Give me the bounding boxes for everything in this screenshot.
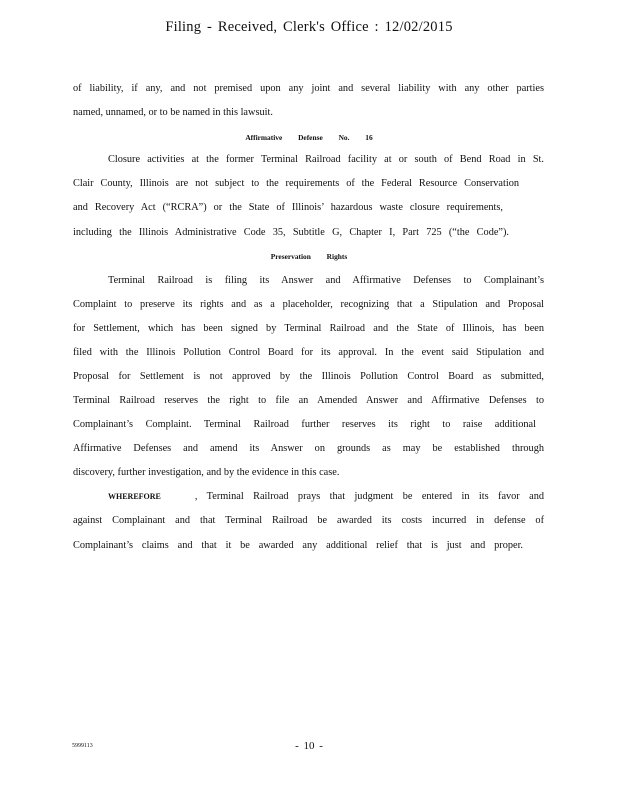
paragraph-3-line-9: discovery, further investigation, and by the evidence in this case. — [73, 467, 340, 478]
paragraph-4-line-1-rest: , Terminal Railroad prays that judgment be entered in its favor and — [194, 491, 544, 502]
paragraph-3-line-4: filed with the Illinois Pollution Control Board for its approval. In the event said Stipulation and — [73, 347, 544, 358]
paragraph-4-line-1 — [108, 492, 544, 502]
paragraph-2-line-4: including the Illinois Administrative Code 35, Subtitle G, Chapter I, Part 725 (“the Code”). — [73, 227, 509, 238]
paragraph-3-line-2: Complaint to preserve its rights and as a placeholder, recognizing that a Stipulation and Proposal — [73, 299, 544, 310]
paragraph-2-line-3: and Recovery Act (“RCRA”) or the State of Illinois’ hazardous waste closure requirements, — [73, 202, 503, 213]
paragraph-2-line-1: Closure activities at the former Terminal Railroad facility at or south of Bend Road in St. — [108, 154, 544, 165]
paragraph-3-line-6: Terminal Railroad reserves the right to file an Amended Answer and Affirmative Defenses to — [73, 395, 544, 406]
affirmative-defense-heading: Affirmative Defense No. 16 — [245, 133, 373, 142]
document-id: 5999113 — [72, 743, 93, 749]
wherefore-lead: WHEREFORE — [108, 492, 161, 501]
paragraph-3-line-1: Terminal Railroad is filing its Answer and Affirmative Defenses to Complainant’s — [108, 275, 544, 286]
paragraph-1-line-1: of liability, if any, and not premised upon any joint and several liability with any other parties — [73, 83, 544, 94]
paragraph-4-line-3: Complainant’s claims and that it be awarded any additional relief that is just and proper. — [73, 540, 523, 551]
paragraph-3-line-8: Affirmative Defenses and amend its Answer on grounds as may be established through — [73, 443, 544, 454]
paragraph-1-line-2: named, unnamed, or to be named in this lawsuit. — [73, 107, 273, 118]
paragraph-4-line-2: against Complainant and that Terminal Railroad be awarded its costs incurred in defense of — [73, 515, 544, 526]
page-number: - 10 - — [295, 740, 323, 752]
paragraph-3-line-3: for Settlement, which has been signed by Terminal Railroad and the State of Illinois, has been — [73, 323, 544, 334]
paragraph-3-line-5: Proposal for Settlement is not approved by the Illinois Pollution Control Board as submitted, — [73, 371, 544, 382]
filing-stamp-header: Filing - Received, Clerk's Office : 12/02/2015 — [165, 19, 453, 35]
paragraph-3-line-7: Complainant’s Complaint. Terminal Railroad further reserves its right to raise additional — [73, 419, 536, 430]
paragraph-2-line-2: Clair County, Illinois are not subject to the requirements of the Federal Resource Conservation — [73, 178, 519, 189]
preservation-rights-heading: Preservation Rights — [270, 252, 348, 261]
